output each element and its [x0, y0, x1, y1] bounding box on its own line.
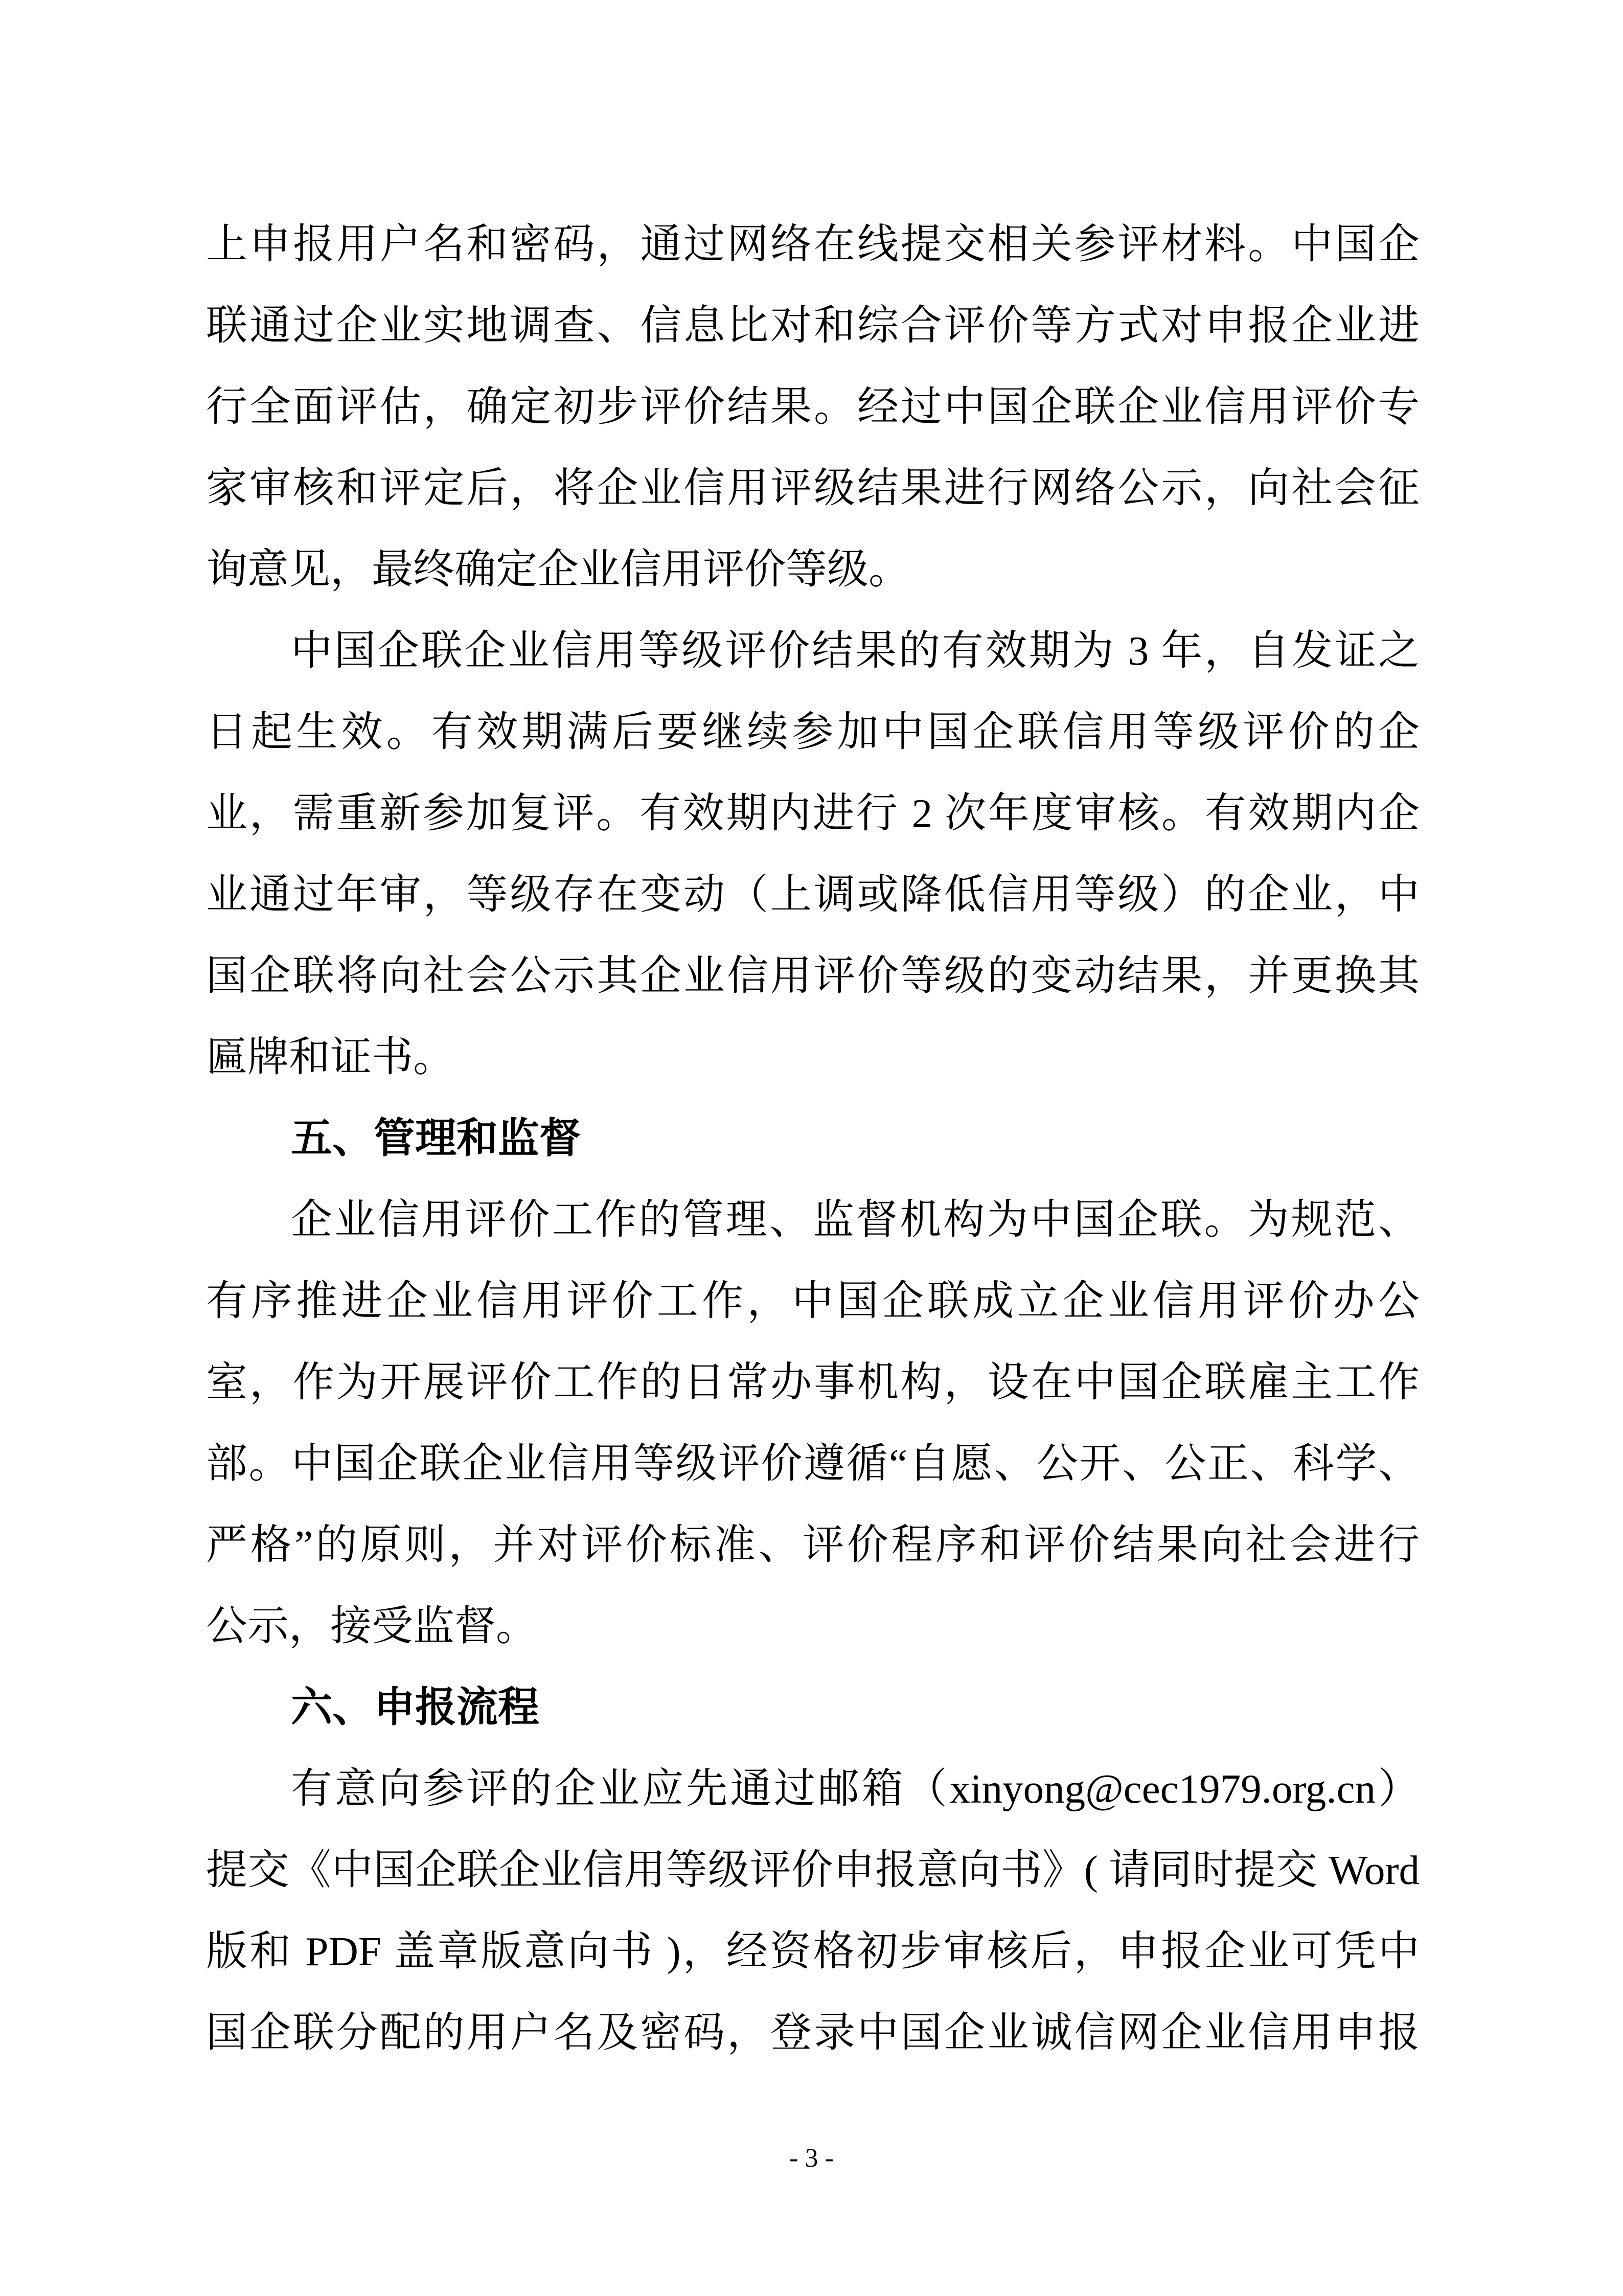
body-line: 有序推进企业信用评价工作，中国企联成立企业信用评价办公	[206, 1278, 1420, 1324]
body-line: 国企联分配的用户名及密码，登录中国企业诚信网企业信用申报	[206, 2010, 1420, 2056]
body-line: 国企联将向社会公示其企业信用评价等级的变动结果，并更换其	[206, 953, 1420, 999]
body-line: 中国企联企业信用等级评价结果的有效期为 3 年，自发证之	[291, 628, 1420, 674]
paragraph	[206, 204, 1420, 610]
page-number: - 3 -	[789, 2144, 834, 2173]
body-line: 上申报用户名和密码，通过网络在线提交相关参评材料。中国企	[206, 221, 1420, 267]
body-line: 业通过年审，等级存在变动（上调或降低信用等级）的企业，中	[206, 872, 1420, 918]
section-heading-5: 五、管理和监督	[291, 1116, 581, 1162]
body-line: 严格”的原则，并对评价标准、评价程序和评价结果向社会进行	[206, 1522, 1420, 1568]
paragraph	[206, 1179, 1420, 1667]
body-line: 版和 PDF 盖章版意向书 )，经资格初步审核后，申报企业可凭中	[206, 1928, 1420, 1974]
body-line: 室，作为开展评价工作的日常办事机构，设在中国企联雇主工作	[206, 1359, 1420, 1405]
section	[206, 1667, 1420, 1748]
body-line: 日起生效。有效期满后要继续参加中国企联信用等级评价的企	[206, 709, 1420, 755]
body-line: 提交《中国企联企业信用等级评价申报意向书》( 请同时提交 Word	[206, 1847, 1420, 1893]
body-line: 业，需重新参加复评。有效期内进行 2 次年度审核。有效期内企	[206, 790, 1420, 836]
body-line: 联通过企业实地调查、信息比对和综合评价等方式对申报企业进	[206, 303, 1420, 349]
body-line: 企业信用评价工作的管理、监督机构为中国企联。为规范、	[291, 1197, 1420, 1243]
paragraph	[206, 1748, 1420, 2074]
body-line: 匾牌和证书。	[206, 1034, 455, 1080]
section-heading-6: 六、申报流程	[291, 1685, 540, 1731]
body-line: 家审核和评定后，将企业信用评级结果进行网络公示，向社会征	[206, 465, 1420, 511]
body-line: 公示，接受监督。	[206, 1603, 538, 1649]
body-line: 询意见，最终确定企业信用评价等级。	[206, 547, 910, 593]
body-line: 有意向参评的企业应先通过邮箱（xinyong@cec1979.org.cn）	[291, 1766, 1420, 1812]
body-line: 部。中国企联企业信用等级评价遵循“自愿、公开、公正、科学、	[206, 1441, 1420, 1487]
text-block	[206, 204, 1420, 2074]
paragraph	[206, 610, 1420, 1098]
body-line: 行全面评估，确定初步评价结果。经过中国企联企业信用评价专	[206, 384, 1420, 430]
section	[206, 1098, 1420, 1179]
